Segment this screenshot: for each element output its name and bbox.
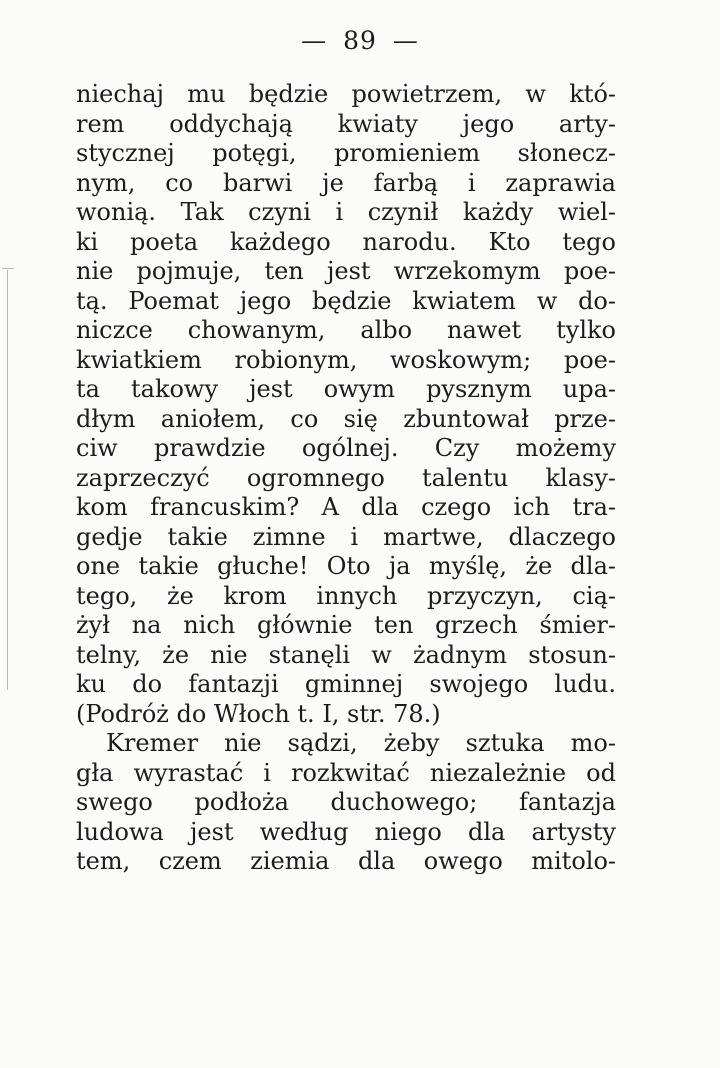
text-line: dłym aniołem, co się zbuntował prze- bbox=[76, 404, 616, 433]
body-text bbox=[76, 80, 616, 877]
header-dash-right: — bbox=[392, 26, 419, 55]
text-line: one takie głuche! Oto ja myślę, że dla- bbox=[76, 552, 616, 580]
margin-line bbox=[7, 270, 8, 690]
text-line: gła wyrastać i rozkwitać niezależnie od bbox=[76, 758, 616, 787]
text-line: niczce chowanym, albo nawet tylko bbox=[76, 316, 616, 344]
page-number: 89 bbox=[343, 26, 377, 55]
text-line: ta takowy jest owym pysznym upa- bbox=[76, 375, 616, 403]
text-line: kwiatkiem robionym, woskowym; poe- bbox=[76, 345, 616, 374]
text-line: swego podłoża duchowego; fantazja bbox=[76, 788, 616, 816]
text-line: telny, że nie stanęli w żadnym stosun- bbox=[76, 640, 616, 669]
text-line: tego, że krom innych przyczyn, cią- bbox=[76, 581, 616, 610]
text-line: nym, co barwi je farbą i zaprawia bbox=[76, 168, 616, 197]
margin-mark bbox=[2, 268, 14, 269]
text-line: gedje takie zimne i martwe, dlaczego bbox=[76, 522, 616, 551]
text-line: ciw prawdzie ogólnej. Czy możemy bbox=[76, 434, 616, 462]
text-line: ki poeta każdego narodu. Kto tego bbox=[76, 227, 616, 256]
text-line: nie pojmuje, ten jest wrzekomym poe- bbox=[76, 257, 616, 285]
text-line: tem, czem ziemia dla owego mitolo- bbox=[76, 847, 616, 875]
text-line: zaprzeczyć ogromnego talentu klasy- bbox=[76, 463, 616, 492]
text-line: żył na nich głównie ten grzech śmier- bbox=[76, 611, 616, 639]
text-line: (Podróż do Włoch t. I, str. 78.) bbox=[76, 699, 441, 728]
text-line: rem oddychają kwiaty jego arty- bbox=[76, 109, 616, 138]
paragraph-first-line: Kremer nie sądzi, żeby sztuka mo- bbox=[106, 729, 616, 757]
text-line: ku do fantazji gminnej swojego ludu. bbox=[76, 670, 616, 698]
page-header bbox=[0, 26, 720, 55]
text-line: ludowa jest według niego dla artysty bbox=[76, 817, 616, 846]
text-line: tą. Poemat jego będzie kwiatem w do- bbox=[76, 286, 616, 315]
text-line: stycznej potęgi, promieniem słonecz- bbox=[76, 139, 616, 167]
text-line: wonią. Tak czyni i czynił każdy wiel- bbox=[76, 198, 616, 226]
text-line: kom francuskim? A dla czego ich tra- bbox=[76, 493, 616, 521]
text-line: niechaj mu będzie powietrzem, w któ- bbox=[76, 80, 616, 108]
header-dash-left: — bbox=[301, 26, 328, 55]
